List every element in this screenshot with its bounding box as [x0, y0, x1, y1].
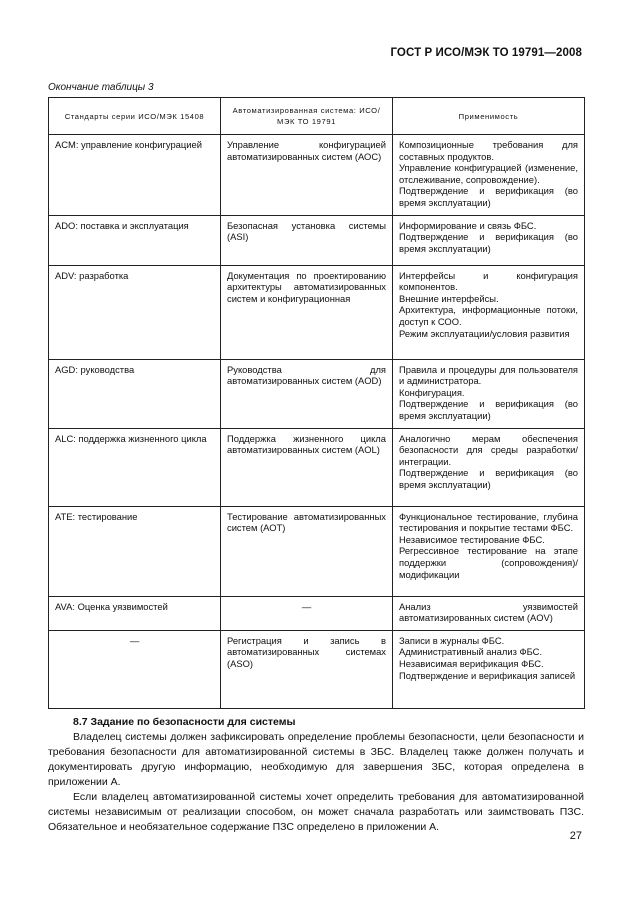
table-row: [49, 428, 585, 506]
column-header-system: Автоматизированная система: ИСО/МЭК ТО 19791: [221, 98, 393, 135]
section-paragraph: Если владелец автоматизированной системы хочет определить требования для автоматизированной системы независимым от реализации способом, он может сначала разработать или заимствовать ПЗС. Обязательное и необязательное содержание ПЗС определено в приложении А.: [48, 791, 584, 833]
applicability-line: Управление конфигурацией (изменение, отслеживание, сопровождение).: [399, 162, 578, 185]
cell-applicability: [393, 596, 585, 630]
applicability-line: Конфигурация.: [399, 386, 465, 398]
table-row: [49, 506, 585, 596]
cell-system: Руководства для автоматизированных систем (AOD): [221, 359, 393, 428]
cell-applicability: [393, 265, 585, 359]
standards-table: [48, 97, 585, 709]
cell-system: Безопасная установка системы (ASI): [221, 215, 393, 265]
applicability-line: Подтверждение и верификация (во время эксплуатации): [399, 231, 578, 254]
applicability-line: Записи в журналы ФБС.: [399, 634, 505, 646]
cell-system: Тестирование автоматизированных систем (АОТ): [221, 506, 393, 596]
table-row: [49, 215, 585, 265]
applicability-line: Режим эксплуатации/условия развития: [399, 327, 570, 339]
cell-applicability: [393, 428, 585, 506]
table-caption: Окончание таблицы 3: [48, 82, 154, 93]
column-header-applicability: Применимость: [393, 98, 585, 135]
cell-standard: AGD: руководства: [49, 359, 221, 428]
section-8-7: [48, 715, 584, 835]
cell-system: —: [221, 596, 393, 630]
applicability-line: Регрессивное тестирование на этапе поддержки (сопровождения)/модификации: [399, 545, 578, 580]
cell-applicability: [393, 359, 585, 428]
cell-standard: ALC: поддержка жизненного цикла: [49, 428, 221, 506]
section-paragraph: Владелец системы должен зафиксировать определение проблемы безопасности, цели безопасности и требования безопасности для автоматизированной системы в ЗБС. Владелец также должен получать и документировать другую информацию, необходимую для завершения ЗБС, которая определена в приложении А.: [48, 731, 584, 788]
applicability-line: Интерфейсы и конфигурация компонентов.: [399, 269, 578, 293]
cell-applicability: [393, 215, 585, 265]
applicability-line: Административный анализ ФБС.: [399, 646, 543, 658]
applicability-line: Подтверждение и верификация (во время эксплуатации): [399, 185, 578, 208]
cell-applicability: [393, 630, 585, 708]
section-title: 8.7 Задание по безопасности для системы: [73, 716, 296, 728]
table-row: [49, 630, 585, 708]
column-header-standards: Стандарты серии ИСО/МЭК 15408: [49, 98, 221, 135]
cell-standard: —: [49, 630, 221, 708]
applicability-line: Независимое тестирование ФБС.: [399, 533, 545, 545]
table-row: [49, 596, 585, 630]
cell-standard: ATE: тестирование: [49, 506, 221, 596]
page-number: 27: [569, 830, 582, 842]
table-row: [49, 359, 585, 428]
table-row: [49, 135, 585, 216]
applicability-line: Подтверждение и верификация (во время эксплуатации): [399, 398, 578, 421]
applicability-line: Внешние интерфейсы.: [399, 292, 499, 304]
applicability-line: Композиционные требования для составных продуктов.: [399, 139, 578, 162]
applicability-line: Информирование и связь ФБС.: [399, 219, 537, 231]
document-header: ГОСТ Р ИСО/МЭК ТО 19791—2008: [390, 47, 582, 59]
cell-system: Управление конфигурацией автоматизированных систем (АОС): [221, 135, 393, 216]
applicability-line: Аналогично мерам обеспечения безопасности для среды разработки/интеграции.: [399, 432, 578, 467]
cell-system: Регистрация и запись в автоматизированных системах (ASO): [221, 630, 393, 708]
cell-system: Поддержка жизненного цикла автоматизированных систем (AOL): [221, 428, 393, 506]
applicability-line: Функциональное тестирование, глубина тестирования и покрытие тестами ФБС.: [399, 510, 578, 534]
cell-system: Документация по проектированию архитектуры автоматизированных систем и конфигурационная: [221, 265, 393, 359]
applicability-line: Анализ уязвимостей автоматизированных систем (AOV): [399, 600, 578, 624]
cell-standard: AVA: Оценка уязвимостей: [49, 596, 221, 630]
applicability-line: Независимая верификация ФБС.: [399, 657, 544, 669]
cell-standard: ACM: управление конфигурацией: [49, 135, 221, 216]
applicability-line: Архитектура, информационные потоки, доступ к СОО.: [399, 304, 578, 327]
applicability-line: Подтверждение и верификация (во время эксплуатации): [399, 467, 578, 490]
applicability-line: Подтверждение и верификация записей: [399, 669, 576, 681]
applicability-line: Правила и процедуры для пользователя и администратора.: [399, 363, 578, 387]
table-row: [49, 265, 585, 359]
cell-applicability: [393, 135, 585, 216]
cell-standard: ADO: поставка и эксплуатация: [49, 215, 221, 265]
cell-applicability: [393, 506, 585, 596]
cell-standard: ADV: разработка: [49, 265, 221, 359]
table-header-row: [49, 98, 585, 135]
